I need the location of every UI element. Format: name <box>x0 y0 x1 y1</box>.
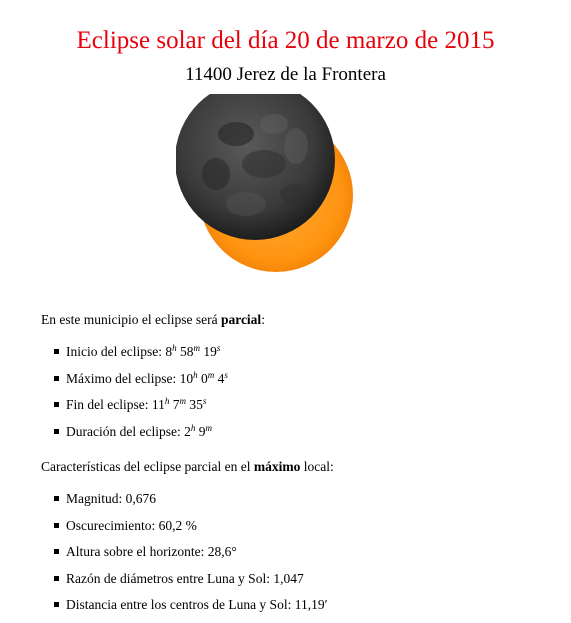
list-item: Máximo del eclipse: 10$^h$ 0$^m$ 4$^s$ <box>52 370 228 397</box>
list-item: Inicio del eclipse: 8$^h$ 58$^m$ 19$^s$ <box>52 343 228 370</box>
section1-intro: En este municipio el eclipse será parcial: <box>41 312 265 327</box>
eclipse-characteristics-list <box>52 490 328 623</box>
list-item: Duración del eclipse: 2$^h$ 9$^m$ <box>52 423 228 450</box>
list-item: Fin del eclipse: 11$^h$ 7$^m$ 35$^s$ <box>52 396 228 423</box>
eclipse-times-list <box>52 343 228 449</box>
list-item: Razón de diámetros entre Luna y Sol: 1,047 <box>52 570 328 597</box>
list-item: Oscurecimiento: 60,2 % <box>52 517 328 544</box>
list-item: Altura sobre el horizonte: 28,6° <box>52 543 328 570</box>
section2-intro: Características del eclipse parcial en el máximo local: <box>41 459 334 474</box>
page-subtitle: 11400 Jerez de la Frontera <box>185 64 386 85</box>
eclipse-image <box>176 94 358 272</box>
page-title: Eclipse solar del día 20 de marzo de 2015 <box>76 27 495 54</box>
list-item: Distancia entre los centros de Luna y Sol: 11,19′ <box>52 596 328 623</box>
list-item: Magnitud: 0,676 <box>52 490 328 517</box>
